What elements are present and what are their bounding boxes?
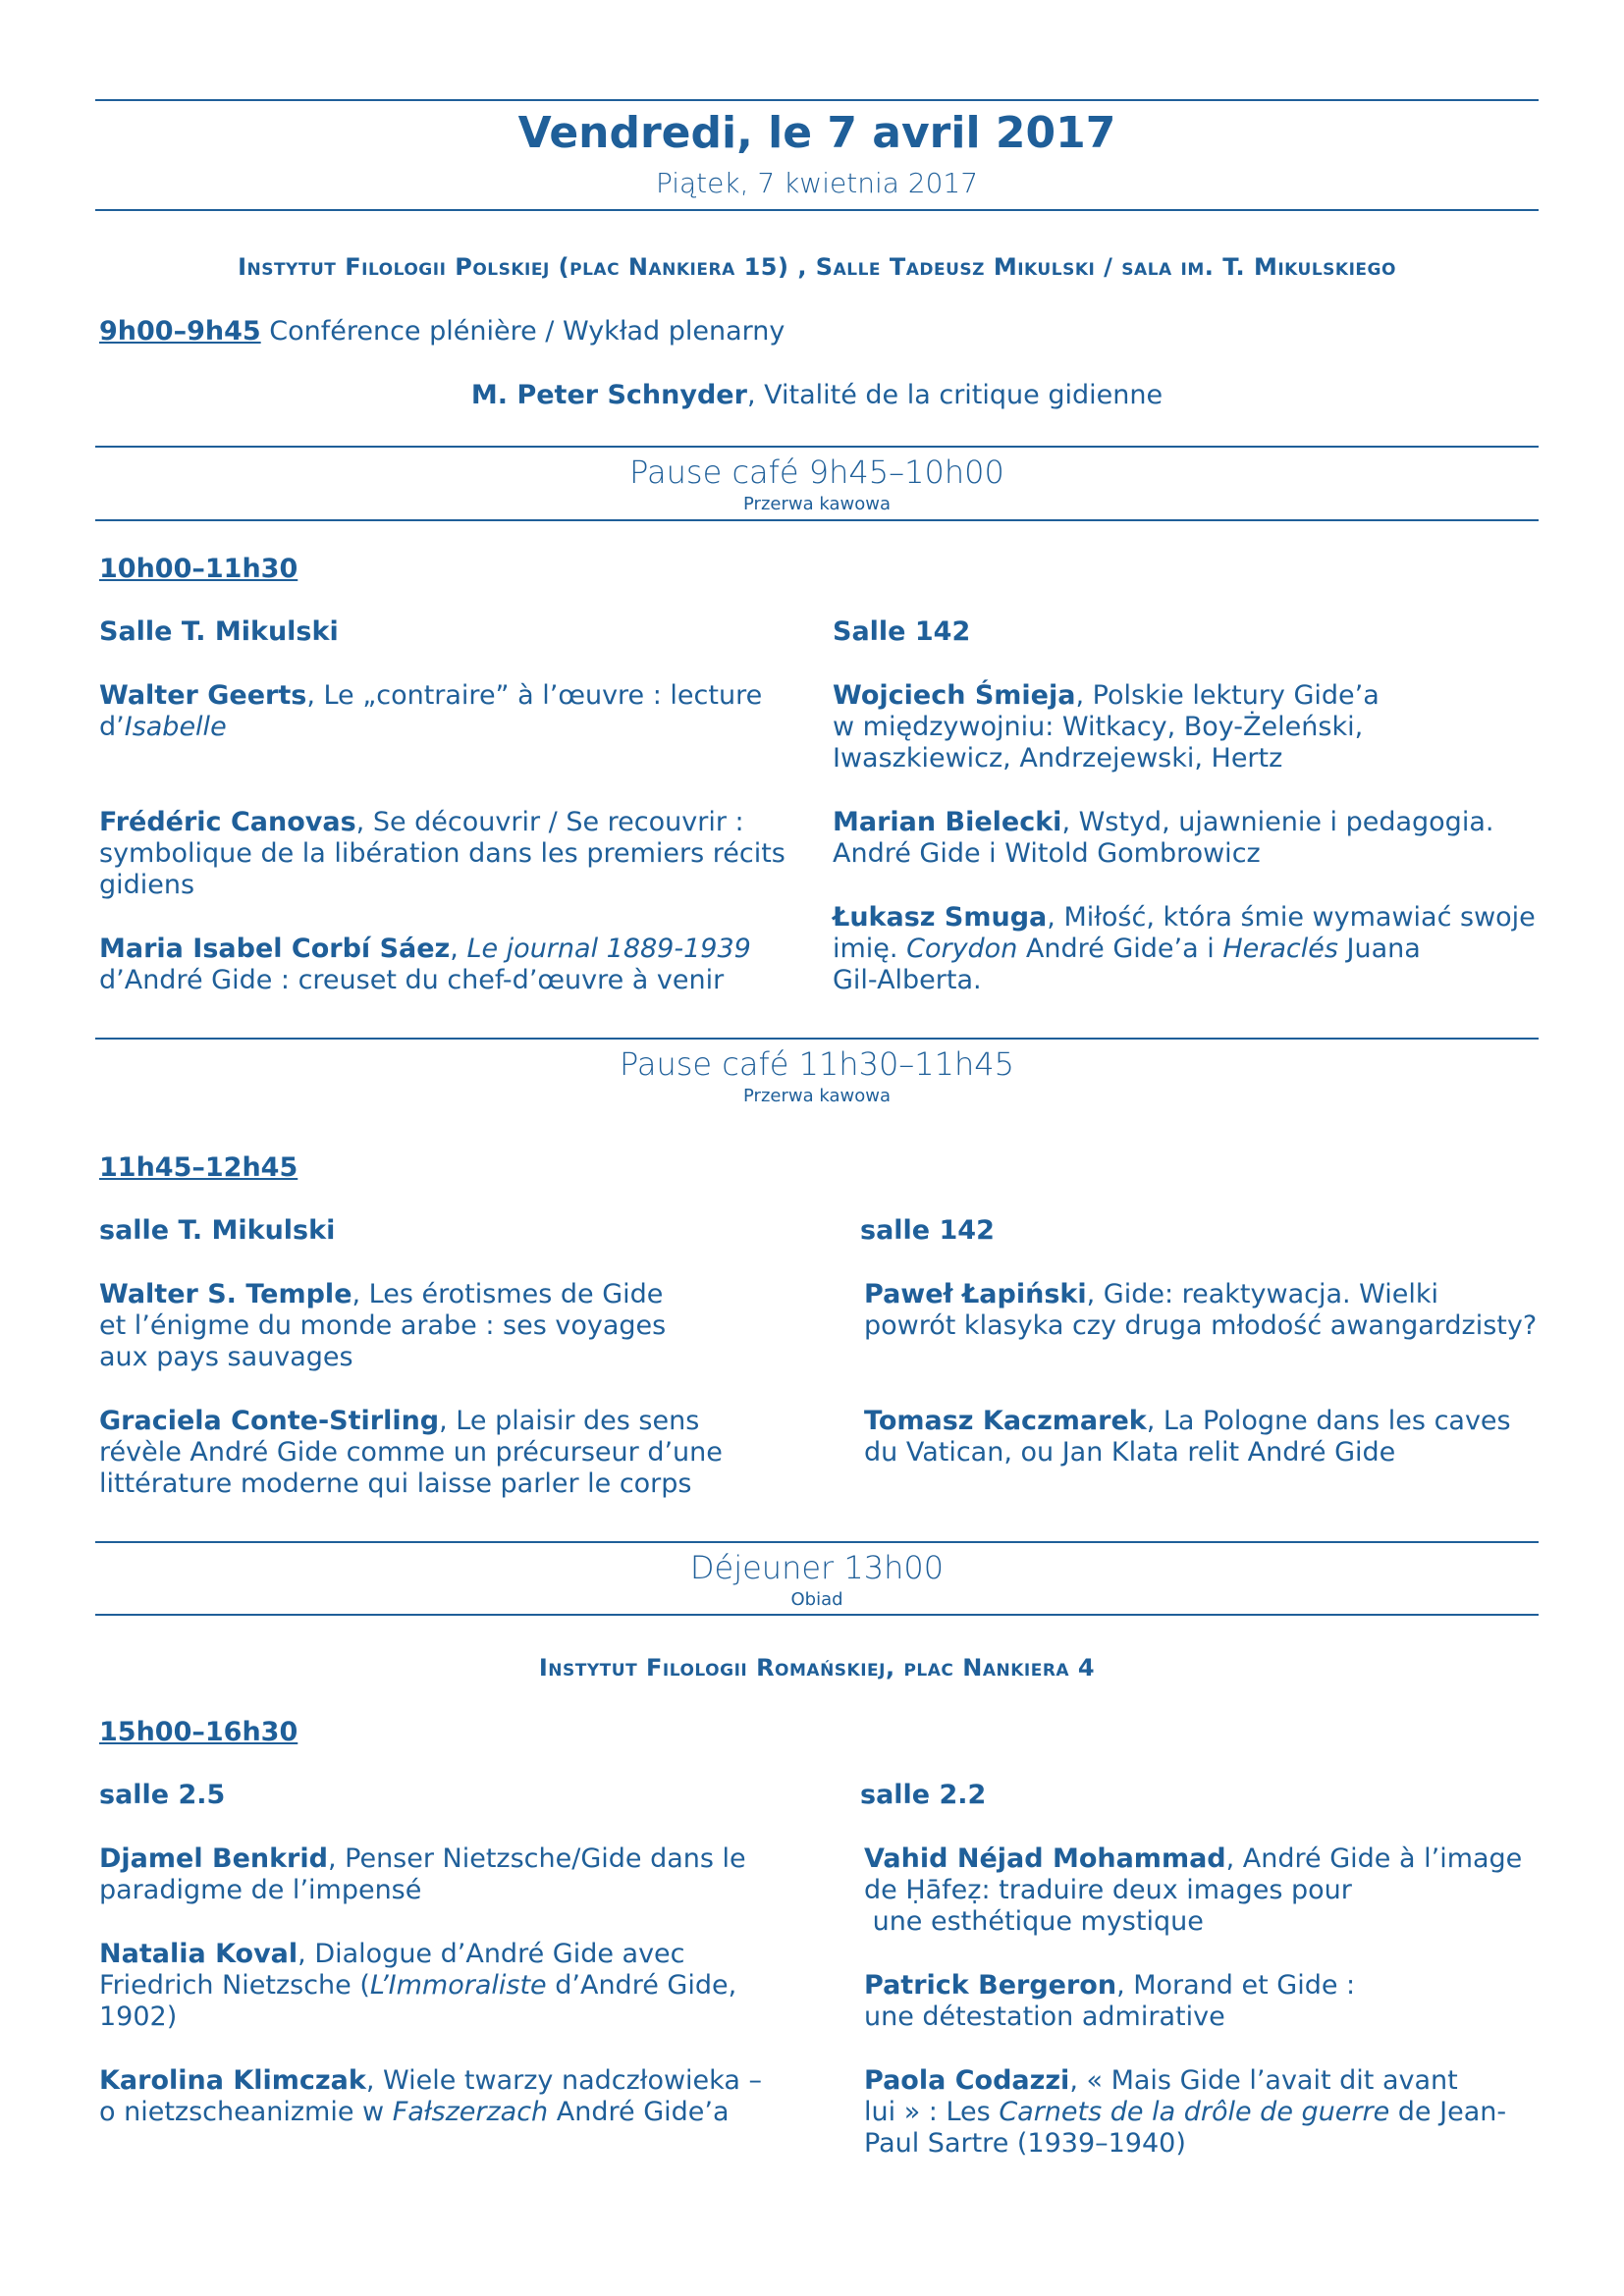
- session-time: 15h00–16h30: [99, 1717, 298, 1747]
- talk-title: Gil-Alberta.: [833, 965, 982, 995]
- speaker-name: Natalia Koval: [99, 1939, 298, 1969]
- session-time: 10h00–11h30: [99, 554, 298, 584]
- talk-title: , « Mais Gide l’avait dit avant: [1069, 2065, 1458, 2096]
- plenary-line: [99, 316, 785, 347]
- talk-title-italic: Fałszerzach: [392, 2097, 549, 2127]
- coffee-break-title: Pause café 11h30–11h45: [619, 1045, 1015, 1083]
- speaker-name: Tomasz Kaczmarek: [864, 1406, 1147, 1436]
- talk-title: André Gide’a i: [1017, 934, 1223, 964]
- divider: [95, 99, 1539, 101]
- speaker-name: Vahid Néjad Mohammad: [864, 1843, 1226, 1874]
- talk-title-italic: Le journal 1889-1939: [466, 934, 751, 964]
- talk-title: d’: [99, 712, 125, 742]
- talk-title: une détestation admirative: [864, 2002, 1225, 2032]
- plenary-speaker: M. Peter Schnyder: [470, 380, 747, 410]
- talk-title: , Penser Nietzsche/Gide dans le: [327, 1843, 746, 1874]
- talk-title: André Gide i Witold Gombrowicz: [833, 838, 1261, 869]
- talk-entry: [864, 1406, 1511, 1468]
- talk-title: , Wstyd, ujawnienie i pedagogia.: [1061, 807, 1494, 837]
- talk-title: imię.: [833, 934, 907, 964]
- coffee-break-subtitle: Przerwa kawowa: [743, 494, 891, 514]
- divider: [95, 519, 1539, 521]
- talk-title: et l’énigme du monde arabe : ses voyages: [99, 1310, 667, 1341]
- speaker-name: Patrick Bergeron: [864, 1970, 1117, 2001]
- talk-title: Friedrich Nietzsche (: [99, 1970, 370, 2001]
- speaker-name: Walter Geerts: [99, 680, 307, 711]
- talk-title: Juana: [1337, 934, 1421, 964]
- talk-title: André Gide’a: [548, 2097, 730, 2127]
- talk-entry: [99, 807, 785, 901]
- talk-title: 1902): [99, 2002, 178, 2032]
- talk-title-italic: Isabelle: [124, 712, 227, 742]
- talk-entry: [864, 1279, 1537, 1342]
- talk-title: une esthétique mystique: [864, 1906, 1204, 1937]
- speaker-name: Djamel Benkrid: [99, 1843, 328, 1874]
- talk-entry: [99, 680, 762, 743]
- lunch-title: Déjeuner 13h00: [689, 1549, 945, 1586]
- talk-title: , Wiele twarzy nadczłowieka –: [365, 2065, 762, 2096]
- talk-title: , Le „contraire” à l’œuvre : lecture: [306, 680, 763, 711]
- talk-title: d’André Gide,: [546, 1970, 737, 2001]
- room-heading: Salle T. Mikulski: [99, 616, 339, 647]
- speaker-name: Maria Isabel Corbí Sáez: [99, 934, 451, 964]
- coffee-break-title: Pause café 9h45–10h00: [629, 454, 1004, 491]
- divider: [95, 209, 1539, 211]
- talk-title: , Dialogue d’André Gide avec: [298, 1939, 685, 1969]
- lunch-subtitle: Obiad: [790, 1589, 843, 1610]
- talk-title: , Les érotismes de Gide: [352, 1279, 664, 1309]
- talk-title: paradigme de l’impensé: [99, 1875, 422, 1905]
- talk-title: , Morand et Gide :: [1116, 1970, 1356, 2001]
- talk-title: révèle André Gide comme un précurseur d’une: [99, 1437, 723, 1468]
- speaker-name: Marian Bielecki: [833, 807, 1062, 837]
- room-heading: salle 2.5: [99, 1780, 226, 1810]
- venue-heading: Instytut Filologii Romańskiej, plac Nankiera 4: [538, 1654, 1096, 1682]
- talk-title-italic: Corydon: [906, 934, 1018, 964]
- talk-title-italic: L’Immoraliste: [369, 1970, 547, 2001]
- talk-title: Paul Sartre (1939–1940): [864, 2128, 1186, 2159]
- talk-title: , Polskie lektury Gide’a: [1075, 680, 1380, 711]
- page-title: Vendredi, le 7 avril 2017: [517, 108, 1116, 158]
- speaker-name: Wojciech Śmieja: [833, 680, 1076, 711]
- talk-title: o nietzscheanizmie w: [99, 2097, 393, 2127]
- speaker-name: Paweł Łapiński: [864, 1279, 1087, 1309]
- talk-title: de Jean-: [1389, 2097, 1507, 2127]
- speaker-name: Graciela Conte-Stirling: [99, 1406, 440, 1436]
- speaker-name: Karolina Klimczak: [99, 2065, 366, 2096]
- talk-title: Iwaszkiewicz, Andrzejewski, Hertz: [833, 743, 1283, 774]
- room-heading: Salle 142: [833, 616, 971, 647]
- talk-entry: [864, 1970, 1355, 2033]
- talk-title: ,: [450, 934, 467, 964]
- talk-title-italic: Heraclés: [1222, 934, 1338, 964]
- page-subtitle: Piątek, 7 kwietnia 2017: [655, 167, 979, 199]
- talk-title: , Le plaisir des sens: [439, 1406, 700, 1436]
- talk-entry: [99, 1406, 723, 1500]
- room-heading: salle 2.2: [860, 1780, 987, 1810]
- talk-title: powrót klasyka czy druga młodość awangardzisty?: [864, 1310, 1538, 1341]
- speaker-name: Walter S. Temple: [99, 1279, 352, 1309]
- talk-title: , La Pologne dans les caves: [1146, 1406, 1511, 1436]
- plenary-talk: [95, 380, 1539, 411]
- talk-title: lui » : Les: [864, 2097, 1000, 2127]
- speaker-name: Frédéric Canovas: [99, 807, 356, 837]
- talk-title: aux pays sauvages: [99, 1342, 353, 1372]
- divider: [95, 1614, 1539, 1616]
- talk-entry: [864, 1843, 1522, 1938]
- talk-entry: [833, 807, 1493, 870]
- divider: [95, 446, 1539, 448]
- talk-entry: [833, 902, 1536, 996]
- talk-title: w międzywojniu: Witkacy, Boy-Żeleński,: [833, 712, 1364, 742]
- talk-entry: [99, 934, 751, 996]
- plenary-time: 9h00–9h45: [99, 316, 261, 347]
- divider: [95, 1541, 1539, 1543]
- talk-entry: [833, 680, 1380, 774]
- talk-title: , Se découvrir / Se recouvrir :: [355, 807, 744, 837]
- talk-entry: [99, 1843, 746, 1906]
- talk-title: gidiens: [99, 870, 195, 900]
- venue-heading: Instytut Filologii Polskiej (plac Nankiera 15) , Salle Tadeusz Mikulski / sala im. T. Mikulskiego: [238, 253, 1396, 281]
- talk-title: littérature moderne qui laisse parler le corps: [99, 1468, 692, 1499]
- coffee-break-subtitle: Przerwa kawowa: [743, 1086, 891, 1106]
- plenary-label: Conférence plénière / Wykład plenarny: [260, 316, 785, 347]
- room-heading: salle 142: [860, 1215, 995, 1246]
- talk-title: , Miłość, która śmie wymawiać swoje: [1047, 902, 1536, 933]
- session-time: 11h45–12h45: [99, 1152, 298, 1183]
- speaker-name: Paola Codazzi: [864, 2065, 1070, 2096]
- talk-title: , André Gide à l’image: [1225, 1843, 1523, 1874]
- plenary-title: , Vitalité de la critique gidienne: [746, 380, 1164, 410]
- talk-title: d’André Gide : creuset du chef-d’œuvre à venir: [99, 965, 725, 995]
- room-heading: salle T. Mikulski: [99, 1215, 336, 1246]
- divider: [95, 1038, 1539, 1040]
- talk-entry: [99, 2065, 762, 2128]
- talk-title: , Gide: reaktywacja. Wielki: [1086, 1279, 1439, 1309]
- talk-entry: [864, 2065, 1506, 2160]
- talk-title-italic: Carnets de la drôle de guerre: [999, 2097, 1390, 2127]
- talk-entry: [99, 1279, 666, 1373]
- talk-title: du Vatican, ou Jan Klata relit André Gide: [864, 1437, 1396, 1468]
- speaker-name: Łukasz Smuga: [833, 902, 1048, 933]
- talk-title: de Ḥāfeẓ: traduire deux images pour: [864, 1875, 1352, 1905]
- talk-entry: [99, 1939, 736, 2033]
- talk-title: symbolique de la libération dans les premiers récits: [99, 838, 785, 869]
